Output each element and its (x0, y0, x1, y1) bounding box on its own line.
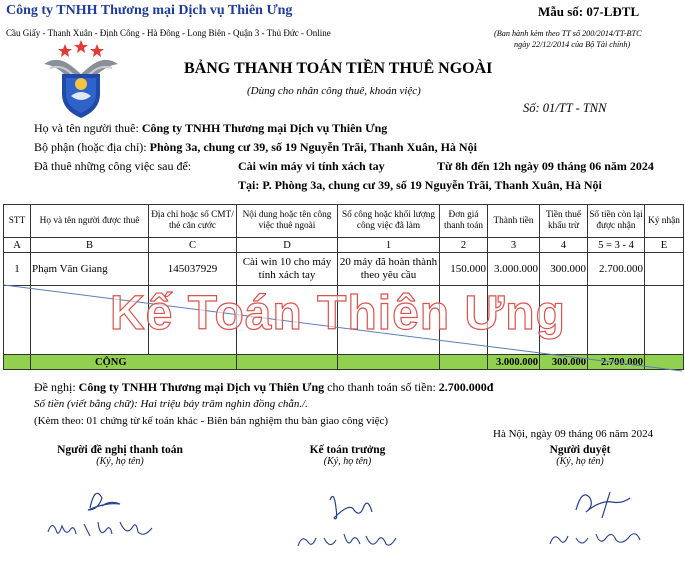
signature-approver (475, 444, 685, 467)
total-net: 2.700.000 (588, 355, 645, 370)
row-tax: 300.000 (540, 253, 588, 286)
signature-subtitle: (Ký, họ tên) (323, 456, 372, 467)
payment-request (34, 380, 493, 395)
renter-value: Công ty TNHH Thương mại Dịch vụ Thiên Ưng (141, 121, 388, 135)
signature-chief-accountant (240, 444, 455, 467)
request-company: Công ty TNHH Thương mại Dịch vụ Thiên Ưng (78, 380, 325, 394)
header-cell: Số công hoặc khối lượng công việc đã làm (338, 205, 440, 238)
signature-requester (0, 444, 240, 467)
handwritten-signature-1 (40, 480, 170, 550)
total-tax: 300.000 (540, 355, 588, 370)
handwritten-signature-2 (290, 488, 410, 558)
column-code: B (31, 238, 149, 253)
row-name: Phạm Văn Giang (31, 253, 149, 286)
request-prefix: Đề nghị: (34, 380, 76, 394)
header-cell: Tiền thuế khấu trừ (540, 205, 588, 238)
signature-subtitle: (Ký, họ tên) (96, 456, 144, 467)
column-code: E (645, 238, 684, 253)
amount-in-words: Số tiền (viết bằng chữ): Hai triệu bảy trăm nghìn đồng chẵn./. (34, 398, 308, 410)
department-value: Phòng 3a, chung cư 39, số 19 Nguyễn Trãi, Thanh Xuân, Hà Nội (149, 140, 477, 154)
regulation-note-line1: (Ban hành kèm theo TT số 200/2014/TT-BTC (494, 29, 642, 38)
column-code: 5 = 3 - 4 (588, 238, 645, 253)
handwritten-signature-3 (540, 484, 660, 554)
request-amount: 2.700.000đ (438, 380, 494, 394)
document-subtitle: (Dùng cho nhân công thuê, khoán việc) (247, 85, 421, 97)
header-cell: Họ và tên người được thuê (31, 205, 149, 238)
work-time: Từ 8h đến 12h ngày 09 tháng 06 năm 2024 (437, 159, 654, 173)
form-code: Mẫu số: 07-LĐTL (538, 4, 640, 19)
row-stt: 1 (4, 253, 31, 286)
header-cell: Đơn giá thanh toán (440, 205, 488, 238)
column-code: A (4, 238, 31, 253)
total-amount: 3.000.000 (488, 355, 540, 370)
document-number: Số: 01/TT - TNN (523, 101, 607, 115)
column-code: 2 (440, 238, 488, 253)
company-name: Công ty TNHH Thương mại Dịch vụ Thiên Ưng (6, 3, 293, 18)
row-price: 150.000 (440, 253, 488, 286)
watermark: Kế Toán Thiên Ưng (110, 287, 566, 340)
header-cell: Thành tiền (488, 205, 540, 238)
jobs-value: Cài win máy vi tính xách tay (238, 159, 385, 173)
row-content: Cài win 10 cho máy tính xách tay (237, 253, 338, 286)
signature-subtitle: (Ký, họ tên) (556, 456, 604, 467)
renter-label: Họ và tên người thuê: (34, 121, 139, 135)
header-cell: Nội dung hoặc tên công việc thuê ngoài (237, 205, 338, 238)
branch-list: Cầu Giấy - Thanh Xuân - Định Công - Hà Đông - Long Biên - Quận 3 - Thủ Đức - Online (6, 28, 331, 38)
column-code: D (237, 238, 338, 253)
signature-title: Người đề nghị thanh toán (57, 444, 183, 456)
header-cell: Ký nhận (645, 205, 684, 238)
row-amount: 3.000.000 (488, 253, 540, 286)
sign-date: Hà Nội, ngày 09 tháng 06 năm 2024 (493, 428, 654, 440)
regulation-note-line2: ngày 22/12/2014 của Bộ Tài chính) (514, 40, 631, 49)
document-title: BẢNG THANH TOÁN TIỀN THUÊ NGOÀI (184, 60, 493, 77)
row-quantity: 20 máy đã hoàn thành theo yêu cầu (338, 253, 440, 286)
signature-title: Người duyệt (549, 444, 611, 456)
total-label: CỘNG (31, 355, 237, 370)
department-label: Bộ phận (hoặc địa chỉ): (34, 140, 147, 154)
signature-title: Kế toán trưởng (309, 444, 386, 456)
work-place: Tại: P. Phòng 3a, chung cư 39, số 19 Nguyễn Trãi, Thanh Xuân, Hà Nội (238, 178, 602, 192)
column-code: 1 (338, 238, 440, 253)
row-net: 2.700.000 (588, 253, 645, 286)
column-code: 4 (540, 238, 588, 253)
column-code: 3 (488, 238, 540, 253)
request-mid: cho thanh toán số tiền: (327, 380, 436, 394)
attached-documents: (Kèm theo: 01 chứng từ kế toán khác - Biên bản nghiệm thu bàn giao công việc) (34, 415, 389, 427)
jobs-label: Đã thuê những công việc sau để: (34, 159, 192, 173)
header-cell: Địa chỉ hoặc số CMT/ thẻ căn cước (149, 205, 237, 238)
header-cell: STT (4, 205, 31, 238)
row-id: 145037929 (149, 253, 237, 286)
header-cell: Số tiền còn lại được nhận (588, 205, 645, 238)
column-code: C (149, 238, 237, 253)
